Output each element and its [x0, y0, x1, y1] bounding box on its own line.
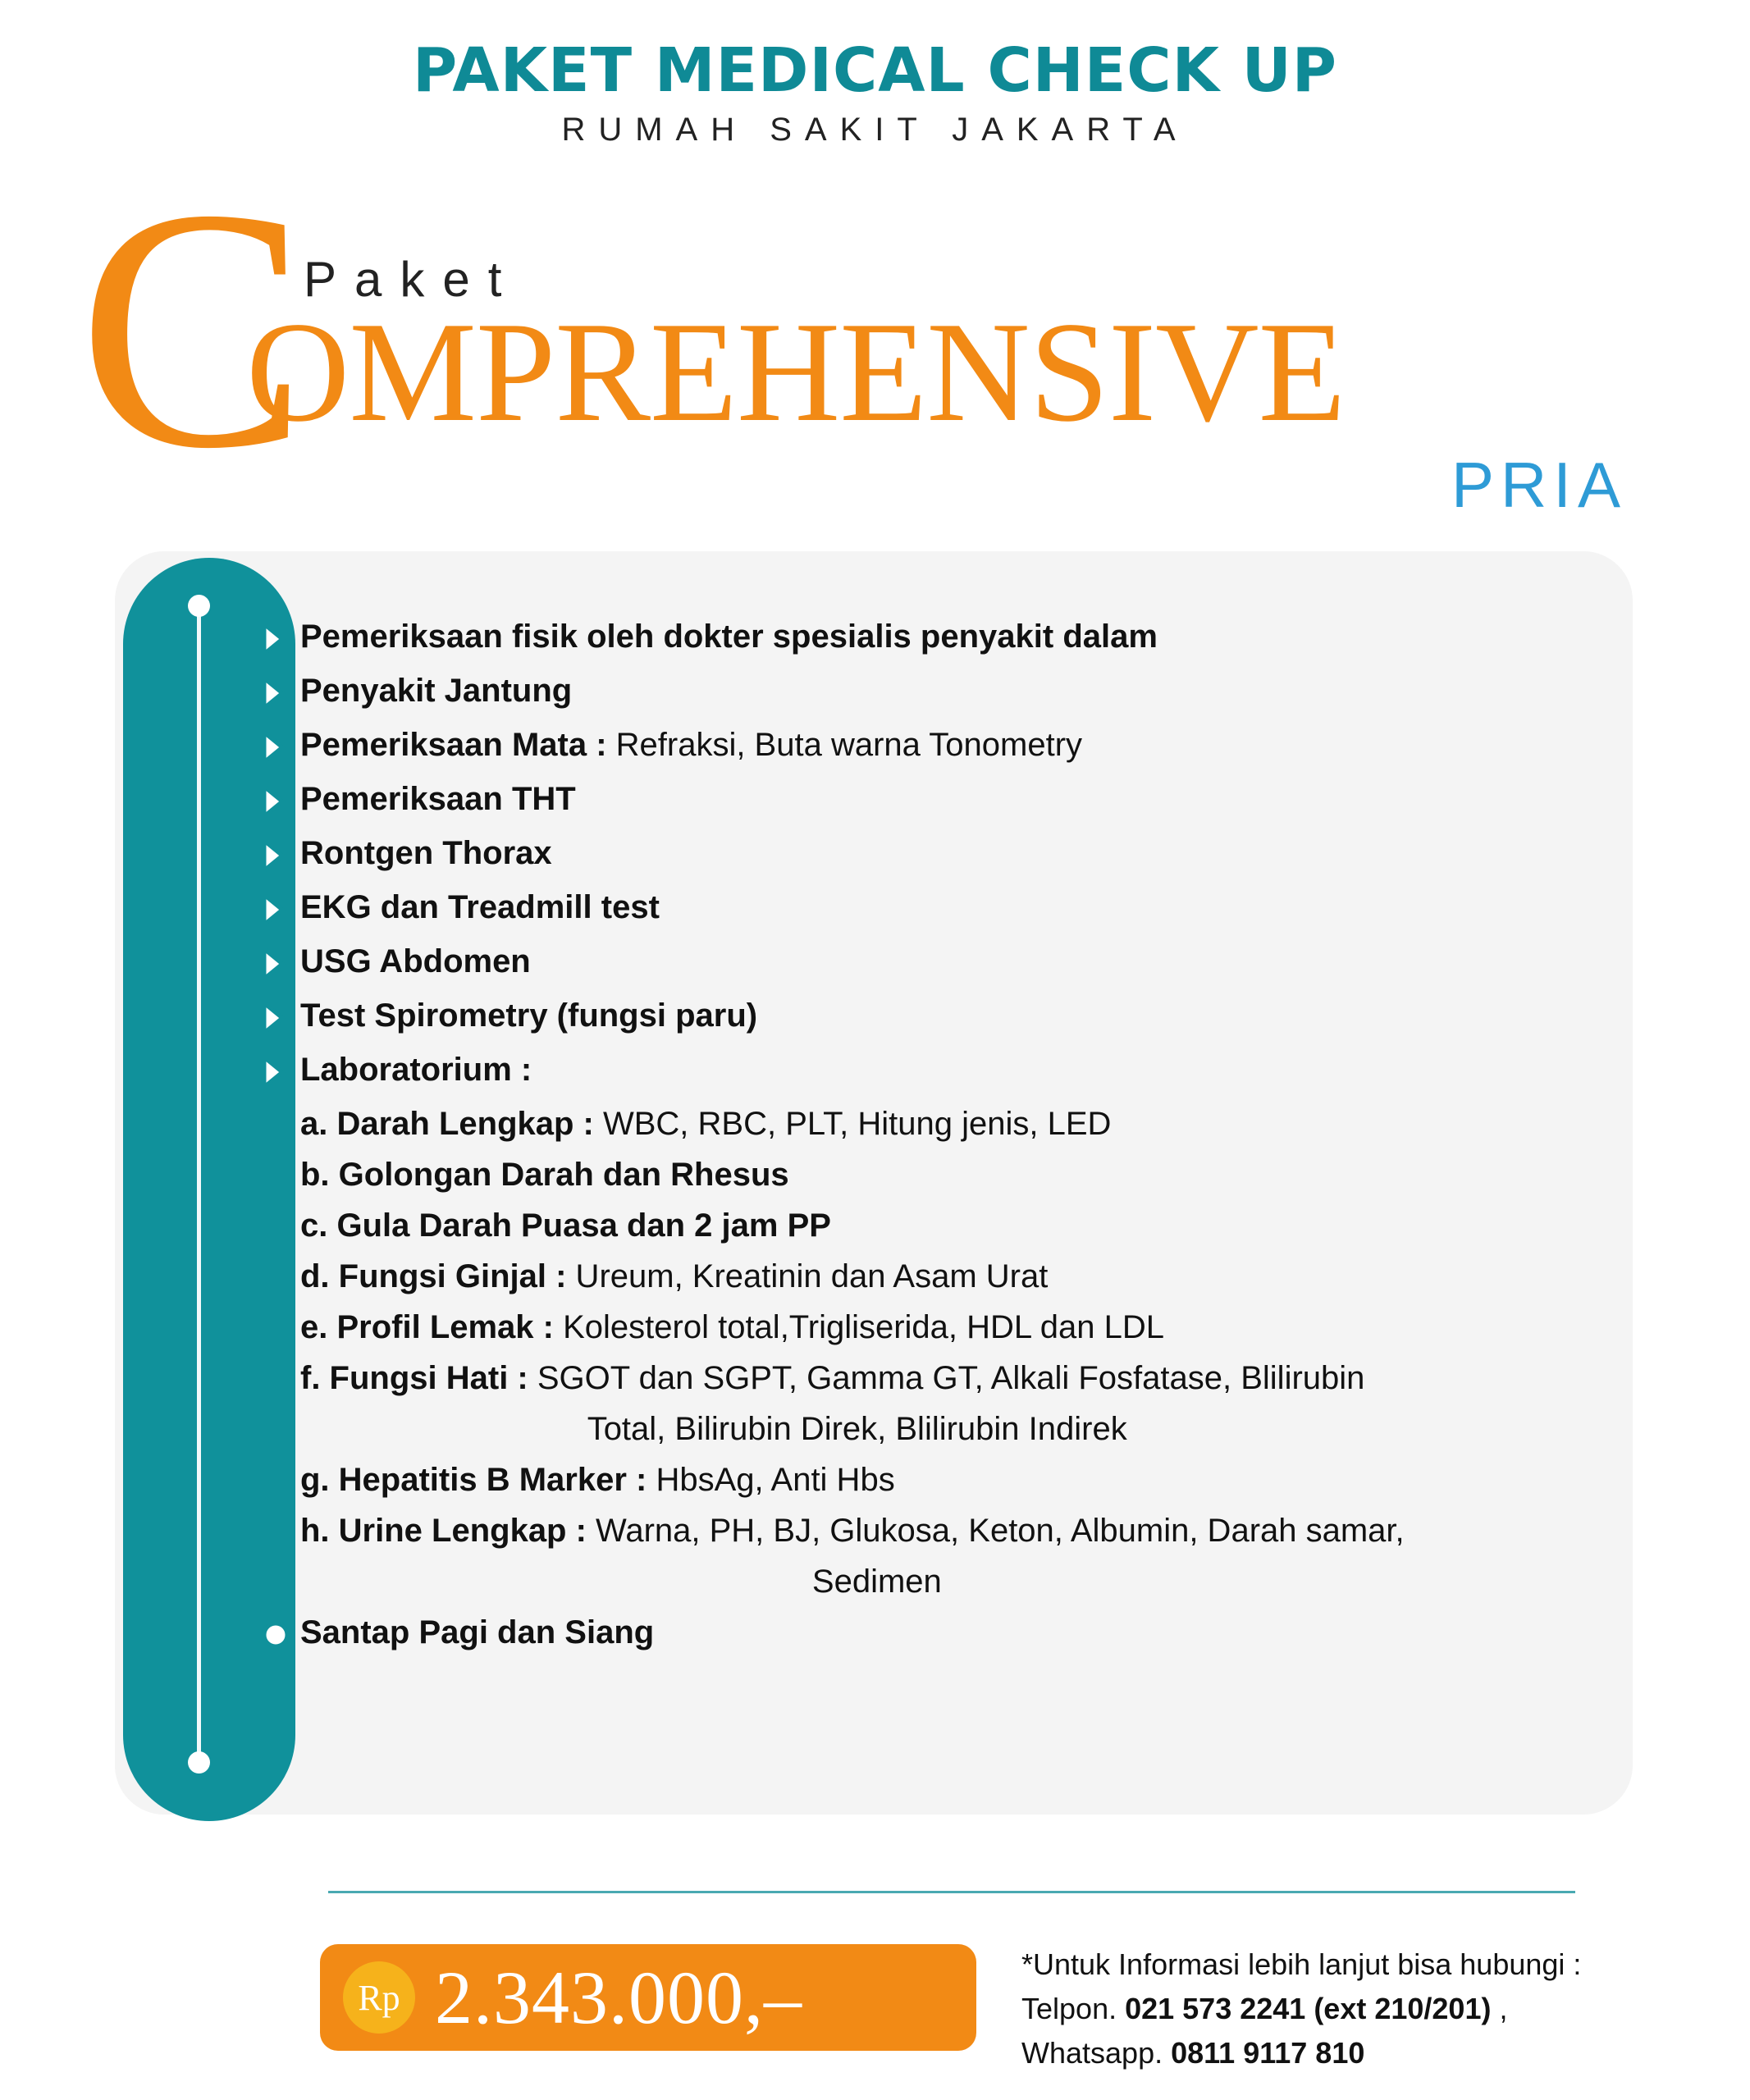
- lab-item-rest: SGOT dan SGPT, Gamma GT, Alkali Fosfatase, Blilirubin: [528, 1360, 1365, 1396]
- lab-item-text: [300, 1505, 1405, 1607]
- lab-item-continuation: Total, Bilirubin Direk, Blilirubin Indirek: [587, 1411, 1127, 1447]
- list-item: [271, 936, 1600, 987]
- timeline-line: [197, 603, 201, 1768]
- circle-bullet-icon: [263, 1618, 300, 1651]
- list-item-text: [300, 719, 1082, 770]
- lab-item-text: [300, 1251, 1048, 1302]
- lab-item-text: [300, 1149, 789, 1200]
- lab-item-text: [300, 1200, 831, 1251]
- phone-label: Telpon.: [1021, 1992, 1126, 2025]
- chevron-bullet-icon: [263, 677, 300, 710]
- package-gender: PRIA: [1451, 448, 1627, 521]
- chevron-bullet-icon: [263, 947, 300, 980]
- package-title-block: [0, 137, 1750, 521]
- lab-item-bold: e. Profil Lemak :: [300, 1309, 554, 1345]
- lab-list-item: [271, 1149, 1600, 1200]
- list-item-text: [300, 774, 576, 824]
- lab-list-item: [271, 1454, 1600, 1505]
- list-item-text: [300, 1044, 532, 1095]
- phone-suffix: ,: [1491, 1992, 1508, 2025]
- lab-item-bold: a. Darah Lengkap :: [300, 1106, 594, 1142]
- chevron-bullet-icon: [263, 623, 300, 655]
- lab-item-bold: g. Hepatitis B Marker :: [300, 1462, 647, 1498]
- list-item-bold: Santap Pagi dan Siang: [300, 1614, 655, 1650]
- lab-item-text: [300, 1454, 895, 1505]
- list-item: [271, 1044, 1600, 1095]
- list-item-bold: Pemeriksaan Mata :: [300, 727, 607, 763]
- service-list: [271, 611, 1600, 1661]
- list-item: [271, 719, 1600, 770]
- package-eyebrow: Paket: [304, 251, 520, 307]
- hospital-name: RUMAH SAKIT JAKARTA: [561, 111, 1189, 148]
- list-item: [271, 828, 1600, 879]
- lab-list-item: [271, 1098, 1600, 1149]
- timeline-dot-bottom-icon: [188, 1751, 210, 1774]
- list-item: [271, 611, 1600, 662]
- lab-item-bold: f. Fungsi Hati :: [300, 1360, 528, 1396]
- list-item-bold: USG Abdomen: [300, 943, 531, 979]
- contact-phone-row: [1021, 1987, 1581, 2031]
- list-item-text: [300, 665, 572, 716]
- lab-item-rest: Kolesterol total,Trigliserida, HDL dan LDL: [553, 1309, 1165, 1345]
- whatsapp-value[interactable]: 0811 9117 810: [1171, 2036, 1365, 2070]
- whatsapp-label: Whatsapp.: [1021, 2036, 1172, 2070]
- list-item: [271, 665, 1600, 716]
- list-item-text: [300, 828, 552, 879]
- lab-item-bold: h. Urine Lengkap :: [300, 1513, 587, 1549]
- list-item-bold: Penyakit Jantung: [300, 673, 573, 709]
- currency-icon: Rp: [343, 1961, 415, 2034]
- chevron-bullet-icon: [263, 893, 300, 926]
- list-item-text: [300, 936, 531, 987]
- list-item-text: [300, 611, 1158, 662]
- chevron-bullet-icon: [263, 785, 300, 818]
- lab-list-item: [271, 1251, 1600, 1302]
- list-item: [271, 774, 1600, 824]
- list-item-bold: Laboratorium :: [300, 1052, 532, 1088]
- list-item-bold: Pemeriksaan THT: [300, 781, 576, 817]
- package-name: OMPREHENSIVE: [246, 291, 1346, 451]
- lab-item-bold: d. Fungsi Ginjal :: [300, 1258, 567, 1294]
- lab-item-rest: Ureum, Kreatinin dan Asam Urat: [566, 1258, 1049, 1294]
- contact-whatsapp-row: [1021, 2031, 1581, 2075]
- lab-item-rest: HbsAg, Anti Hbs: [647, 1462, 895, 1498]
- list-item-text: [300, 882, 660, 933]
- lab-item-rest: Warna, PH, BJ, Glukosa, Keton, Albumin, Darah samar,: [586, 1513, 1405, 1549]
- lab-item-text: [300, 1302, 1164, 1353]
- footer-divider: [328, 1891, 1575, 1893]
- list-item: [271, 990, 1600, 1041]
- chevron-bullet-icon: [263, 839, 300, 872]
- price-value: 2.343.000,–: [435, 1956, 802, 2039]
- chevron-bullet-icon: [263, 1002, 300, 1034]
- list-item-bold: Rontgen Thorax: [300, 835, 552, 871]
- timeline-dot-top-icon: [188, 595, 210, 617]
- lab-list-item: [271, 1505, 1600, 1607]
- lab-item-rest: WBC, RBC, PLT, Hitung jenis, LED: [593, 1106, 1112, 1142]
- page-title: PAKET MEDICAL CHECK UP: [412, 35, 1337, 106]
- list-item: [271, 882, 1600, 933]
- list-item-text: [300, 1607, 654, 1658]
- drop-cap-letter: C: [78, 137, 308, 519]
- lab-item-bold: b. Golongan Darah dan Rhesus: [300, 1157, 789, 1193]
- list-item-bold: EKG dan Treadmill test: [300, 889, 660, 925]
- lab-list-item: [271, 1302, 1600, 1353]
- lab-item-text: [300, 1353, 1364, 1454]
- contact-info: [1021, 1942, 1581, 2075]
- price-badge: [320, 1944, 976, 2051]
- lab-item-bold: c. Gula Darah Puasa dan 2 jam PP: [300, 1208, 831, 1244]
- contact-info-line: *Untuk Informasi lebih lanjut bisa hubungi :: [1021, 1947, 1582, 1981]
- chevron-bullet-icon: [263, 731, 300, 764]
- list-item-rest: Refraksi, Buta warna Tonometry: [606, 727, 1083, 763]
- list-item: [271, 1607, 1600, 1658]
- list-item-bold: Test Spirometry (fungsi paru): [300, 998, 758, 1034]
- lab-item-text: [300, 1098, 1111, 1149]
- phone-value[interactable]: 021 573 2241 (ext 210/201): [1125, 1992, 1492, 2025]
- lab-item-continuation: Sedimen: [811, 1564, 942, 1600]
- lab-list-item: [271, 1200, 1600, 1251]
- header: [0, 0, 1750, 148]
- list-item-text: [300, 990, 757, 1041]
- chevron-bullet-icon: [263, 1056, 300, 1089]
- lab-list-item: [271, 1353, 1600, 1454]
- list-item-bold: Pemeriksaan fisik oleh dokter spesialis penyakit dalam: [300, 619, 1158, 655]
